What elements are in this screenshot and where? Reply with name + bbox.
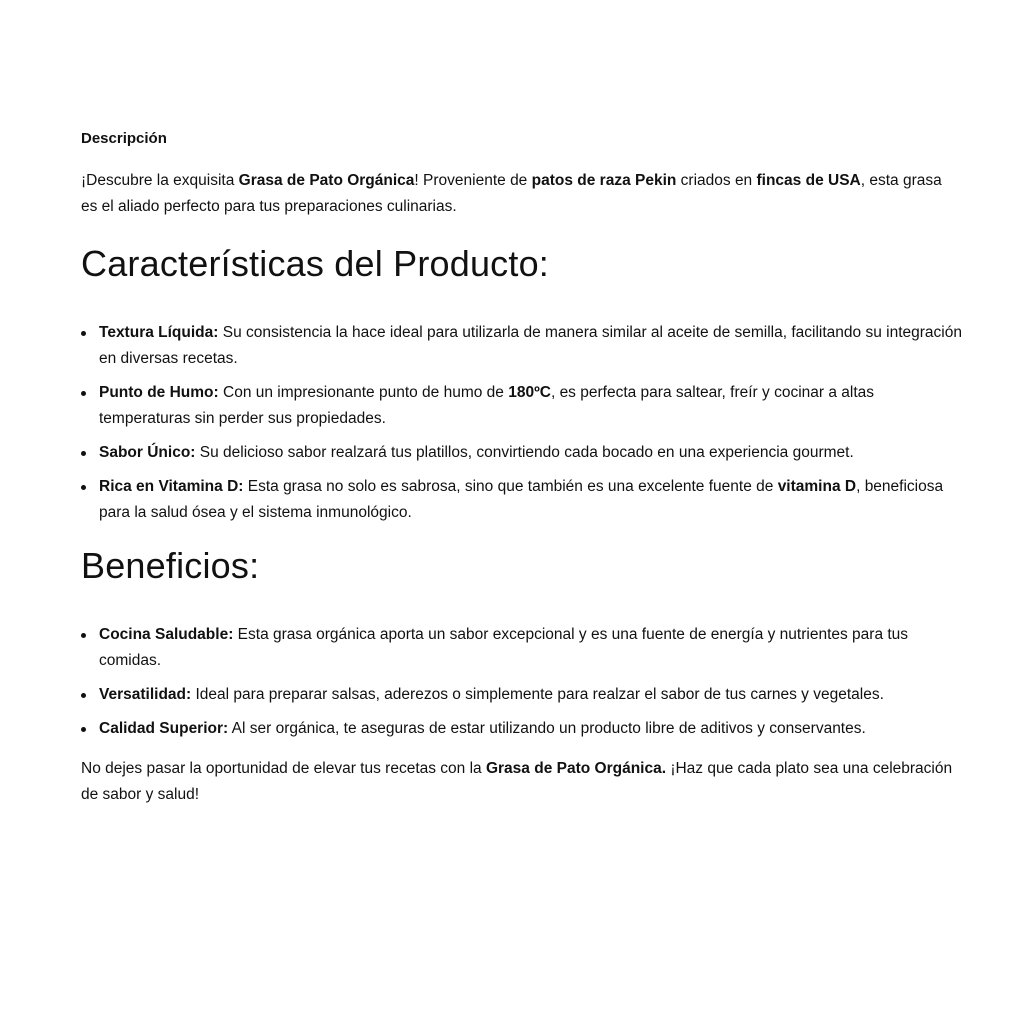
feature-item-texture — [81, 320, 964, 372]
feature-title: Textura Líquida — [99, 324, 214, 341]
features-list — [81, 320, 960, 526]
feature-item-vitamin-d — [81, 474, 964, 526]
closing-text-1: No dejes pasar la oportunidad de elevar tus recetas con la — [81, 760, 486, 777]
benefits-list — [81, 622, 960, 742]
bullet-icon — [81, 331, 86, 336]
benefit-item-healthy — [81, 622, 964, 674]
benefit-text: Esta grasa orgánica aporta un sabor excepcional y es una fuente de energía y nutrientes para tus comidas. — [99, 626, 909, 669]
benefit-sep: : — [186, 686, 192, 703]
description-intro — [81, 168, 961, 220]
feature-bold-value: 180ºC — [508, 384, 551, 401]
bullet-icon — [81, 727, 86, 732]
bullet-icon — [81, 451, 86, 456]
feature-bold-value: vitamina D — [777, 478, 857, 495]
benefit-title: Calidad Superior — [99, 720, 224, 737]
benefit-sep: : — [228, 626, 234, 643]
feature-text-2: , es perfecta para saltear, freír y cocinar a altas temperaturas sin perder sus propiedades. — [99, 384, 875, 427]
closing-bold-product: Grasa de Pato Orgánica. — [485, 760, 667, 777]
feature-title: Sabor Único — [99, 444, 191, 461]
closing-text-2: ¡Haz que cada plato sea una celebración de sabor y salud! — [81, 760, 953, 803]
benefit-text: Ideal para preparar salsas, aderezos o simplemente para realzar el sabor de tus carnes y vegetales. — [191, 686, 884, 703]
intro-text-4: , esta grasa es el aliado perfecto para tus preparaciones culinarias. — [81, 172, 942, 215]
feature-sep: : — [238, 478, 244, 495]
feature-title: Punto de Humo — [99, 384, 214, 401]
feature-sep: : — [213, 384, 219, 401]
feature-text: Con un impresionante punto de humo de — [218, 384, 509, 401]
feature-sep: : — [213, 324, 219, 341]
bullet-icon — [81, 485, 86, 490]
benefit-item-versatility — [81, 682, 964, 708]
intro-bold-product: Grasa de Pato Orgánica — [238, 172, 415, 189]
bullet-icon — [81, 391, 86, 396]
bullet-icon — [81, 633, 86, 638]
intro-text-3: criados en — [676, 172, 757, 189]
features-heading: Características del Producto: — [81, 243, 549, 284]
benefit-sep: : — [223, 720, 229, 737]
benefits-heading: Beneficios: — [81, 545, 260, 586]
description-heading: Descripción — [81, 130, 167, 147]
feature-sep: : — [190, 444, 196, 461]
feature-item-flavor — [81, 440, 964, 466]
feature-text-2: , beneficiosa para la salud ósea y el sistema inmunológico. — [99, 478, 944, 521]
benefit-title: Cocina Saludable — [99, 626, 229, 643]
feature-text: Su delicioso sabor realzará tus platillos, convirtiendo cada bocado en una experiencia gourmet. — [195, 444, 854, 461]
intro-bold-breed: patos de raza Pekin — [531, 172, 677, 189]
feature-title: Rica en Vitamina D — [99, 478, 239, 495]
benefit-item-quality — [81, 716, 964, 742]
bullet-icon — [81, 693, 86, 698]
benefit-text: Al ser orgánica, te aseguras de estar utilizando un producto libre de aditivos y conservantes. — [228, 720, 866, 737]
feature-item-smoke-point — [81, 380, 964, 432]
intro-text-1: ¡Descubre la exquisita — [81, 172, 239, 189]
closing-paragraph — [81, 756, 961, 808]
feature-text: Esta grasa no solo es sabrosa, sino que también es una excelente fuente de — [243, 478, 778, 495]
feature-text: Su consistencia la hace ideal para utilizarla de manera similar al aceite de semilla, facilitando su integración en diversas recetas. — [99, 324, 962, 367]
benefit-title: Versatilidad — [99, 686, 187, 703]
intro-bold-origin: fincas de USA — [756, 172, 861, 189]
intro-text-2: ! Proveniente de — [414, 172, 532, 189]
